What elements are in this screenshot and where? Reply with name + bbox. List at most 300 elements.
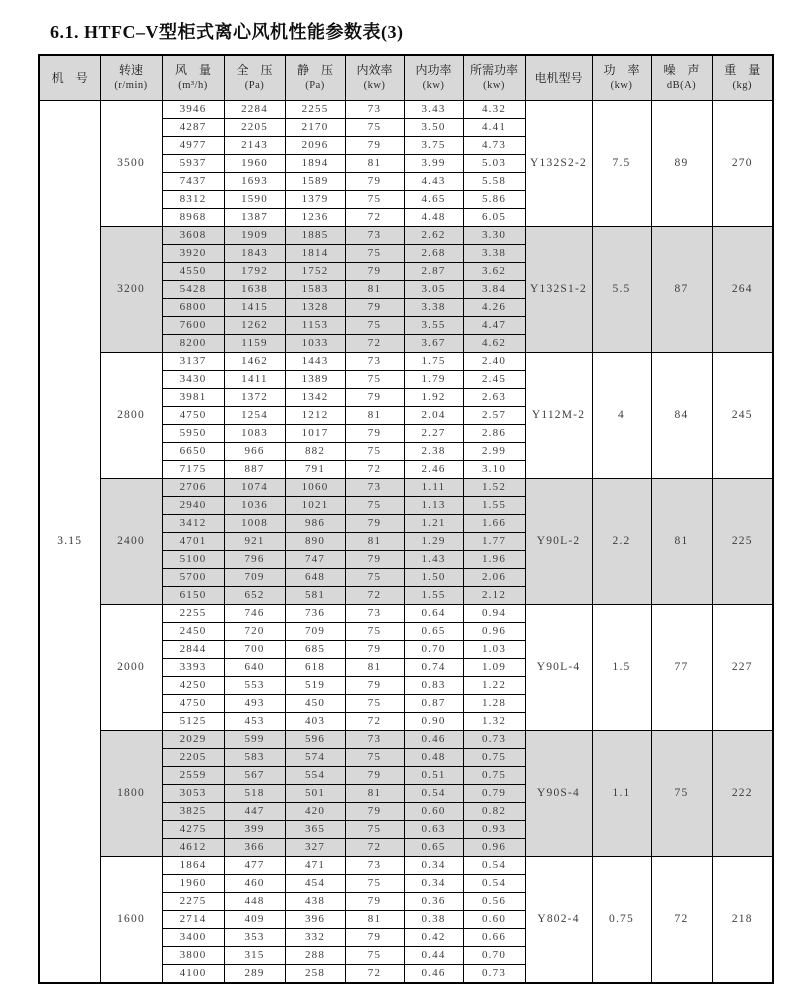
- cell-required-power: 0.82: [463, 803, 525, 821]
- cell-air-volume: 3137: [162, 353, 224, 371]
- cell-efficiency: 72: [345, 965, 404, 984]
- cell-speed: 2000: [100, 605, 162, 731]
- cell-motor-model: Y90L-4: [525, 605, 592, 731]
- cell-static-pressure: 1342: [285, 389, 345, 407]
- cell-required-power: 1.55: [463, 497, 525, 515]
- cell-motor-power: 7.5: [592, 101, 651, 227]
- cell-internal-power: 4.43: [404, 173, 463, 191]
- cell-weight: 245: [712, 353, 773, 479]
- cell-total-pressure: 409: [224, 911, 285, 929]
- cell-motor-power: 2.2: [592, 479, 651, 605]
- cell-static-pressure: 420: [285, 803, 345, 821]
- cell-internal-power: 0.46: [404, 731, 463, 749]
- cell-air-volume: 3981: [162, 389, 224, 407]
- cell-efficiency: 79: [345, 299, 404, 317]
- cell-efficiency: 75: [345, 191, 404, 209]
- cell-air-volume: 5100: [162, 551, 224, 569]
- cell-static-pressure: 1153: [285, 317, 345, 335]
- cell-total-pressure: 2205: [224, 119, 285, 137]
- cell-total-pressure: 583: [224, 749, 285, 767]
- cell-noise: 84: [651, 353, 712, 479]
- column-header-speed: 转速 (r/min): [100, 55, 162, 101]
- cell-efficiency: 79: [345, 263, 404, 281]
- cell-required-power: 2.45: [463, 371, 525, 389]
- cell-static-pressure: 1060: [285, 479, 345, 497]
- cell-required-power: 4.62: [463, 335, 525, 353]
- cell-static-pressure: 1583: [285, 281, 345, 299]
- cell-required-power: 2.40: [463, 353, 525, 371]
- cell-air-volume: 2029: [162, 731, 224, 749]
- cell-internal-power: 3.05: [404, 281, 463, 299]
- cell-motor-power: 1.1: [592, 731, 651, 857]
- cell-required-power: 1.09: [463, 659, 525, 677]
- cell-required-power: 1.96: [463, 551, 525, 569]
- cell-required-power: 5.86: [463, 191, 525, 209]
- cell-air-volume: 3412: [162, 515, 224, 533]
- cell-total-pressure: 353: [224, 929, 285, 947]
- cell-required-power: 5.03: [463, 155, 525, 173]
- cell-internal-power: 0.64: [404, 605, 463, 623]
- cell-static-pressure: 1814: [285, 245, 345, 263]
- cell-total-pressure: 796: [224, 551, 285, 569]
- cell-required-power: 3.84: [463, 281, 525, 299]
- cell-total-pressure: 652: [224, 587, 285, 605]
- page-title: 6.1. HTFC–V型柜式离心风机性能参数表(3): [50, 22, 404, 42]
- header-row: [39, 55, 773, 101]
- cell-efficiency: 81: [345, 533, 404, 551]
- cell-static-pressure: 1589: [285, 173, 345, 191]
- cell-air-volume: 4275: [162, 821, 224, 839]
- cell-static-pressure: 574: [285, 749, 345, 767]
- cell-total-pressure: 599: [224, 731, 285, 749]
- cell-efficiency: 75: [345, 821, 404, 839]
- cell-speed: 3500: [100, 101, 162, 227]
- cell-weight: 270: [712, 101, 773, 227]
- cell-machine-no: 3.15: [39, 101, 100, 984]
- cell-efficiency: 75: [345, 569, 404, 587]
- cell-internal-power: 1.43: [404, 551, 463, 569]
- column-header-static-pressure: 静 压 (Pa): [285, 55, 345, 101]
- cell-static-pressure: 1236: [285, 209, 345, 227]
- cell-efficiency: 75: [345, 245, 404, 263]
- column-header-total-pressure: 全 压 (Pa): [224, 55, 285, 101]
- cell-air-volume: 3800: [162, 947, 224, 965]
- cell-internal-power: 0.65: [404, 839, 463, 857]
- cell-internal-power: 3.50: [404, 119, 463, 137]
- cell-static-pressure: 709: [285, 623, 345, 641]
- cell-total-pressure: 1387: [224, 209, 285, 227]
- cell-internal-power: 0.38: [404, 911, 463, 929]
- cell-total-pressure: 447: [224, 803, 285, 821]
- cell-static-pressure: 258: [285, 965, 345, 984]
- table-row: [39, 227, 773, 245]
- cell-air-volume: 4612: [162, 839, 224, 857]
- cell-efficiency: 79: [345, 425, 404, 443]
- cell-total-pressure: 315: [224, 947, 285, 965]
- cell-static-pressure: 332: [285, 929, 345, 947]
- cell-internal-power: 0.34: [404, 875, 463, 893]
- cell-internal-power: 0.46: [404, 965, 463, 984]
- cell-efficiency: 79: [345, 389, 404, 407]
- cell-air-volume: 8312: [162, 191, 224, 209]
- cell-efficiency: 73: [345, 353, 404, 371]
- cell-required-power: 1.52: [463, 479, 525, 497]
- cell-motor-model: Y90S-4: [525, 731, 592, 857]
- cell-air-volume: 6650: [162, 443, 224, 461]
- column-header-weight: 重 量 (kg): [712, 55, 773, 101]
- cell-internal-power: 0.63: [404, 821, 463, 839]
- cell-air-volume: 2714: [162, 911, 224, 929]
- cell-total-pressure: 1960: [224, 155, 285, 173]
- cell-air-volume: 4750: [162, 407, 224, 425]
- fan-performance-table: [38, 54, 774, 984]
- cell-internal-power: 2.62: [404, 227, 463, 245]
- cell-total-pressure: 1415: [224, 299, 285, 317]
- cell-speed: 2800: [100, 353, 162, 479]
- cell-required-power: 1.77: [463, 533, 525, 551]
- cell-total-pressure: 460: [224, 875, 285, 893]
- cell-static-pressure: 1212: [285, 407, 345, 425]
- cell-air-volume: 3920: [162, 245, 224, 263]
- cell-air-volume: 3825: [162, 803, 224, 821]
- cell-static-pressure: 1021: [285, 497, 345, 515]
- cell-internal-power: 3.75: [404, 137, 463, 155]
- cell-motor-model: Y112M-2: [525, 353, 592, 479]
- cell-speed: 1600: [100, 857, 162, 984]
- cell-efficiency: 79: [345, 173, 404, 191]
- cell-total-pressure: 640: [224, 659, 285, 677]
- cell-efficiency: 75: [345, 371, 404, 389]
- cell-required-power: 1.28: [463, 695, 525, 713]
- cell-efficiency: 73: [345, 857, 404, 875]
- cell-air-volume: 3946: [162, 101, 224, 119]
- cell-air-volume: 1960: [162, 875, 224, 893]
- cell-efficiency: 72: [345, 335, 404, 353]
- cell-motor-power: 4: [592, 353, 651, 479]
- cell-air-volume: 4550: [162, 263, 224, 281]
- table-row: [39, 353, 773, 371]
- cell-total-pressure: 1008: [224, 515, 285, 533]
- cell-air-volume: 2275: [162, 893, 224, 911]
- cell-required-power: 1.32: [463, 713, 525, 731]
- column-header-motor-power: 功 率 (kw): [592, 55, 651, 101]
- cell-total-pressure: 746: [224, 605, 285, 623]
- cell-air-volume: 7437: [162, 173, 224, 191]
- cell-efficiency: 72: [345, 461, 404, 479]
- cell-efficiency: 75: [345, 443, 404, 461]
- cell-efficiency: 79: [345, 137, 404, 155]
- cell-internal-power: 0.60: [404, 803, 463, 821]
- cell-internal-power: 2.87: [404, 263, 463, 281]
- cell-internal-power: 2.46: [404, 461, 463, 479]
- cell-efficiency: 75: [345, 947, 404, 965]
- cell-static-pressure: 454: [285, 875, 345, 893]
- cell-air-volume: 5937: [162, 155, 224, 173]
- cell-internal-power: 2.27: [404, 425, 463, 443]
- cell-required-power: 4.47: [463, 317, 525, 335]
- table-row: [39, 731, 773, 749]
- cell-static-pressure: 890: [285, 533, 345, 551]
- cell-efficiency: 75: [345, 695, 404, 713]
- cell-efficiency: 81: [345, 281, 404, 299]
- cell-static-pressure: 2255: [285, 101, 345, 119]
- cell-total-pressure: 1792: [224, 263, 285, 281]
- cell-static-pressure: 396: [285, 911, 345, 929]
- cell-required-power: 0.79: [463, 785, 525, 803]
- cell-internal-power: 0.65: [404, 623, 463, 641]
- cell-required-power: 1.22: [463, 677, 525, 695]
- cell-noise: 72: [651, 857, 712, 984]
- cell-efficiency: 73: [345, 479, 404, 497]
- cell-internal-power: 0.83: [404, 677, 463, 695]
- cell-internal-power: 4.65: [404, 191, 463, 209]
- cell-efficiency: 75: [345, 119, 404, 137]
- cell-air-volume: 2255: [162, 605, 224, 623]
- cell-efficiency: 79: [345, 803, 404, 821]
- cell-total-pressure: 1909: [224, 227, 285, 245]
- cell-static-pressure: 438: [285, 893, 345, 911]
- cell-internal-power: 0.90: [404, 713, 463, 731]
- cell-motor-power: 1.5: [592, 605, 651, 731]
- cell-required-power: 0.93: [463, 821, 525, 839]
- cell-static-pressure: 882: [285, 443, 345, 461]
- cell-air-volume: 4977: [162, 137, 224, 155]
- cell-air-volume: 6800: [162, 299, 224, 317]
- cell-required-power: 0.75: [463, 749, 525, 767]
- cell-air-volume: 5125: [162, 713, 224, 731]
- cell-air-volume: 6150: [162, 587, 224, 605]
- cell-total-pressure: 1262: [224, 317, 285, 335]
- cell-weight: 227: [712, 605, 773, 731]
- cell-internal-power: 1.29: [404, 533, 463, 551]
- cell-static-pressure: 685: [285, 641, 345, 659]
- table-row: [39, 857, 773, 875]
- cell-static-pressure: 1017: [285, 425, 345, 443]
- cell-required-power: 4.41: [463, 119, 525, 137]
- cell-static-pressure: 1752: [285, 263, 345, 281]
- cell-internal-power: 2.68: [404, 245, 463, 263]
- cell-efficiency: 79: [345, 641, 404, 659]
- cell-internal-power: 0.74: [404, 659, 463, 677]
- cell-weight: 218: [712, 857, 773, 984]
- cell-total-pressure: 700: [224, 641, 285, 659]
- cell-total-pressure: 453: [224, 713, 285, 731]
- cell-internal-power: 2.04: [404, 407, 463, 425]
- cell-efficiency: 75: [345, 317, 404, 335]
- cell-efficiency: 72: [345, 839, 404, 857]
- cell-internal-power: 3.99: [404, 155, 463, 173]
- cell-efficiency: 81: [345, 659, 404, 677]
- cell-internal-power: 0.42: [404, 929, 463, 947]
- cell-air-volume: 4250: [162, 677, 224, 695]
- cell-static-pressure: 1389: [285, 371, 345, 389]
- cell-total-pressure: 567: [224, 767, 285, 785]
- cell-required-power: 0.73: [463, 965, 525, 984]
- cell-total-pressure: 448: [224, 893, 285, 911]
- cell-noise: 75: [651, 731, 712, 857]
- cell-required-power: 6.05: [463, 209, 525, 227]
- cell-total-pressure: 366: [224, 839, 285, 857]
- cell-total-pressure: 1462: [224, 353, 285, 371]
- cell-static-pressure: 596: [285, 731, 345, 749]
- cell-total-pressure: 399: [224, 821, 285, 839]
- cell-efficiency: 75: [345, 875, 404, 893]
- cell-efficiency: 79: [345, 929, 404, 947]
- cell-total-pressure: 720: [224, 623, 285, 641]
- cell-efficiency: 73: [345, 227, 404, 245]
- cell-required-power: 4.26: [463, 299, 525, 317]
- column-header-air-volume: 风 量 (m³/h): [162, 55, 224, 101]
- cell-required-power: 3.10: [463, 461, 525, 479]
- cell-static-pressure: 1443: [285, 353, 345, 371]
- cell-efficiency: 79: [345, 551, 404, 569]
- cell-air-volume: 7600: [162, 317, 224, 335]
- cell-air-volume: 4750: [162, 695, 224, 713]
- cell-static-pressure: 1328: [285, 299, 345, 317]
- cell-static-pressure: 581: [285, 587, 345, 605]
- cell-static-pressure: 1894: [285, 155, 345, 173]
- cell-total-pressure: 553: [224, 677, 285, 695]
- cell-static-pressure: 327: [285, 839, 345, 857]
- cell-required-power: 2.99: [463, 443, 525, 461]
- cell-required-power: 0.54: [463, 875, 525, 893]
- cell-efficiency: 81: [345, 785, 404, 803]
- cell-required-power: 0.96: [463, 623, 525, 641]
- cell-efficiency: 72: [345, 209, 404, 227]
- cell-air-volume: 3430: [162, 371, 224, 389]
- cell-motor-model: Y132S2-2: [525, 101, 592, 227]
- cell-speed: 1800: [100, 731, 162, 857]
- cell-total-pressure: 2143: [224, 137, 285, 155]
- cell-required-power: 4.73: [463, 137, 525, 155]
- column-header-motor-model: 电机型号: [525, 55, 592, 101]
- cell-internal-power: 2.38: [404, 443, 463, 461]
- cell-air-volume: 8968: [162, 209, 224, 227]
- cell-static-pressure: 519: [285, 677, 345, 695]
- cell-total-pressure: 1638: [224, 281, 285, 299]
- cell-efficiency: 72: [345, 713, 404, 731]
- cell-air-volume: 2940: [162, 497, 224, 515]
- cell-internal-power: 1.92: [404, 389, 463, 407]
- cell-static-pressure: 365: [285, 821, 345, 839]
- cell-required-power: 0.60: [463, 911, 525, 929]
- cell-required-power: 1.03: [463, 641, 525, 659]
- cell-total-pressure: 2284: [224, 101, 285, 119]
- cell-air-volume: 1864: [162, 857, 224, 875]
- table-row: [39, 605, 773, 623]
- cell-total-pressure: 1590: [224, 191, 285, 209]
- cell-required-power: 0.96: [463, 839, 525, 857]
- cell-internal-power: 1.50: [404, 569, 463, 587]
- cell-internal-power: 1.55: [404, 587, 463, 605]
- cell-total-pressure: 493: [224, 695, 285, 713]
- column-header-machine-no: 机 号: [39, 55, 100, 101]
- cell-efficiency: 79: [345, 767, 404, 785]
- cell-internal-power: 0.54: [404, 785, 463, 803]
- cell-total-pressure: 966: [224, 443, 285, 461]
- cell-air-volume: 5950: [162, 425, 224, 443]
- cell-required-power: 4.32: [463, 101, 525, 119]
- cell-noise: 81: [651, 479, 712, 605]
- cell-motor-model: Y802-4: [525, 857, 592, 984]
- cell-air-volume: 3400: [162, 929, 224, 947]
- cell-required-power: 0.66: [463, 929, 525, 947]
- cell-motor-power: 5.5: [592, 227, 651, 353]
- cell-total-pressure: 1254: [224, 407, 285, 425]
- cell-required-power: 3.30: [463, 227, 525, 245]
- cell-efficiency: 75: [345, 749, 404, 767]
- table-body: [39, 101, 773, 984]
- cell-internal-power: 0.36: [404, 893, 463, 911]
- cell-static-pressure: 986: [285, 515, 345, 533]
- cell-air-volume: 3608: [162, 227, 224, 245]
- table-row: [39, 101, 773, 119]
- cell-static-pressure: 736: [285, 605, 345, 623]
- cell-internal-power: 4.48: [404, 209, 463, 227]
- cell-static-pressure: 288: [285, 947, 345, 965]
- cell-total-pressure: 518: [224, 785, 285, 803]
- cell-internal-power: 1.79: [404, 371, 463, 389]
- cell-speed: 2400: [100, 479, 162, 605]
- cell-efficiency: 81: [345, 155, 404, 173]
- cell-total-pressure: 1843: [224, 245, 285, 263]
- cell-static-pressure: 403: [285, 713, 345, 731]
- cell-required-power: 5.58: [463, 173, 525, 191]
- cell-efficiency: 73: [345, 731, 404, 749]
- cell-internal-power: 0.87: [404, 695, 463, 713]
- cell-air-volume: 3053: [162, 785, 224, 803]
- cell-static-pressure: 1033: [285, 335, 345, 353]
- cell-air-volume: 8200: [162, 335, 224, 353]
- cell-efficiency: 73: [345, 101, 404, 119]
- cell-air-volume: 2450: [162, 623, 224, 641]
- cell-total-pressure: 1372: [224, 389, 285, 407]
- cell-required-power: 3.38: [463, 245, 525, 263]
- cell-static-pressure: 450: [285, 695, 345, 713]
- cell-static-pressure: 1379: [285, 191, 345, 209]
- cell-static-pressure: 501: [285, 785, 345, 803]
- cell-required-power: 2.86: [463, 425, 525, 443]
- cell-required-power: 2.06: [463, 569, 525, 587]
- cell-weight: 264: [712, 227, 773, 353]
- cell-required-power: 0.54: [463, 857, 525, 875]
- cell-air-volume: 5700: [162, 569, 224, 587]
- cell-required-power: 0.70: [463, 947, 525, 965]
- cell-efficiency: 72: [345, 587, 404, 605]
- cell-air-volume: 2844: [162, 641, 224, 659]
- cell-weight: 222: [712, 731, 773, 857]
- cell-required-power: 0.73: [463, 731, 525, 749]
- cell-efficiency: 79: [345, 677, 404, 695]
- column-header-internal-power: 内功率 (kw): [404, 55, 463, 101]
- cell-air-volume: 2205: [162, 749, 224, 767]
- cell-weight: 225: [712, 479, 773, 605]
- cell-static-pressure: 791: [285, 461, 345, 479]
- cell-static-pressure: 554: [285, 767, 345, 785]
- cell-internal-power: 1.11: [404, 479, 463, 497]
- table-header: [39, 55, 773, 101]
- cell-internal-power: 0.44: [404, 947, 463, 965]
- cell-air-volume: 2559: [162, 767, 224, 785]
- cell-internal-power: 3.43: [404, 101, 463, 119]
- cell-noise: 89: [651, 101, 712, 227]
- cell-air-volume: 4287: [162, 119, 224, 137]
- cell-required-power: 3.62: [463, 263, 525, 281]
- column-header-noise: 噪 声 dB(A): [651, 55, 712, 101]
- cell-required-power: 0.56: [463, 893, 525, 911]
- cell-internal-power: 0.48: [404, 749, 463, 767]
- cell-total-pressure: 1159: [224, 335, 285, 353]
